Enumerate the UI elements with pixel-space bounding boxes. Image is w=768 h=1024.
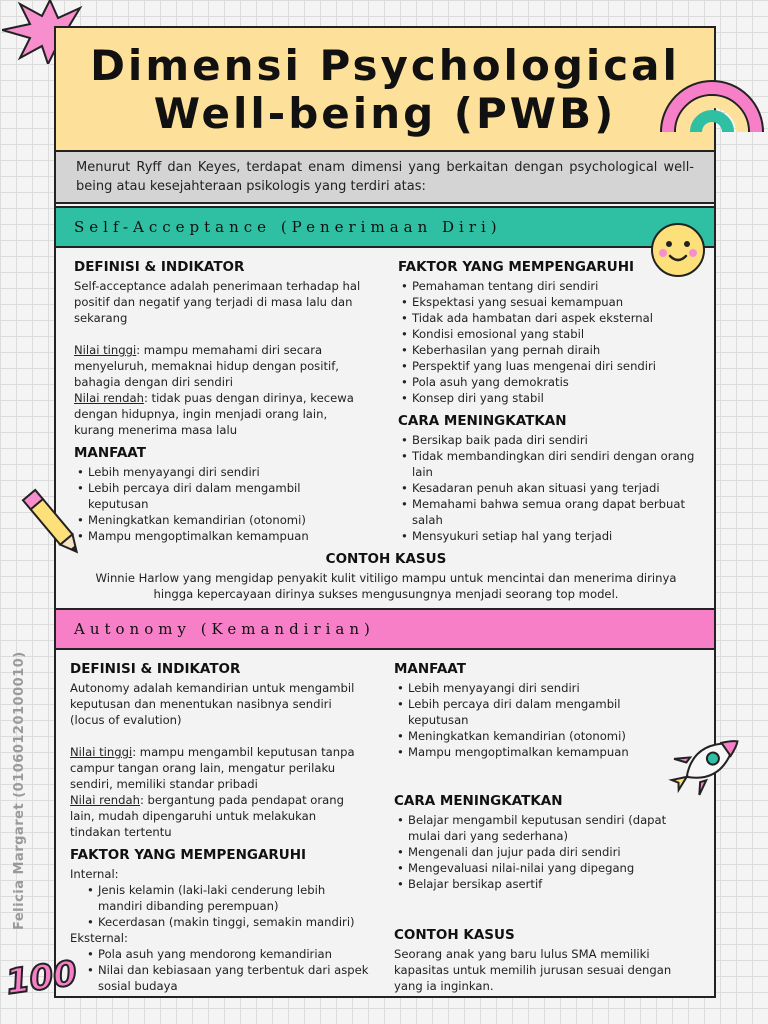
sa-tinggi-label: Nilai tinggi (74, 343, 137, 357)
au-cara-heading: CARA MENINGKATKAN (394, 793, 563, 809)
intro-text: Menurut Ryff dan Keyes, terdapat enam dimensi yang berkaitan dengan psychological well-being atau kesejahteraan psikologis yang terdiri atas: (56, 152, 714, 204)
au-definisi-heading: DEFINISI & INDIKATOR (70, 661, 241, 677)
list-item: • Konsep diri yang stabil (398, 390, 698, 406)
list-item: • Lebih menyayangi diri sendiri (74, 464, 364, 480)
au-nilai-tinggi (70, 744, 366, 792)
au-nilai-rendah (70, 792, 366, 840)
au-contoh-heading: CONTOH KASUS (394, 927, 515, 943)
au-manfaat-section (394, 660, 664, 760)
pencil-icon (16, 482, 90, 562)
hundred-sticker (3, 953, 80, 1008)
sa-nilai-tinggi (74, 342, 364, 390)
self-acceptance-banner: Self-Acceptance (Penerimaan Diri) (56, 206, 714, 248)
list-item: • Mampu mengoptimalkan kemampuan (74, 528, 364, 544)
sa-faktor-list (398, 278, 698, 406)
sa-nilai-rendah (74, 390, 364, 438)
hundred-text: 100 (3, 953, 80, 1003)
list-item: • Mampu mengoptimalkan kemampuan (394, 744, 664, 760)
au-definisi-text: Autonomy adalah kemandirian untuk mengambil keputusan dan menentukan nasibnya sendiri (locus of evalution) (70, 681, 355, 727)
list-item: • Keberhasilan yang pernah diraih (398, 342, 698, 358)
au-eksternal-list (70, 946, 370, 994)
list-item: • Pola asuh yang mendorong kemandirian (84, 946, 370, 962)
list-item: • Jenis kelamin (laki-laki cenderung lebih mandiri dibanding perempuan) (84, 882, 370, 914)
sa-manfaat-heading: MANFAAT (74, 445, 146, 461)
author-credit: Felicia Margaret (01060120100010) (12, 651, 27, 930)
list-item: • Meningkatkan kemandirian (otonomi) (394, 728, 664, 744)
au-definisi-section (70, 660, 366, 840)
sa-rendah-text: : tidak puas dengan dirinya, kecewa dengan hidupnya, ingin menjadi orang lain, kurang menerima masa lalu (74, 391, 354, 437)
sa-definisi-heading: DEFINISI & INDIKATOR (74, 259, 245, 275)
au-rendah-label: Nilai rendah (70, 793, 140, 807)
list-item: • Nilai dan kebiasaan yang terbentuk dari aspek sosial budaya (84, 962, 370, 994)
smiley-icon (650, 222, 706, 278)
au-manfaat-list (394, 680, 664, 760)
sa-cara-heading: CARA MENINGKATKAN (398, 413, 567, 429)
list-item: • Meningkatkan kemandirian (otonomi) (74, 512, 364, 528)
au-cara-section (394, 792, 684, 892)
list-item: • Mengenali dan jujur pada diri sendiri (394, 844, 684, 860)
sa-contoh-text: Winnie Harlow yang mengidap penyakit kulit vitiligo mampu untuk mencintai dan menerima dirinya hingga kepercayaan dirinya sukses mengusungnya menjadi seorang top model. (95, 571, 677, 601)
list-item: • Lebih percaya diri dalam mengambil keputusan (74, 480, 364, 512)
list-item: • Lebih percaya diri dalam mengambil keputusan (394, 696, 664, 728)
au-rendah-text: : bergantung pada pendapat orang lain, mudah dipengaruhi untuk melakukan tindakan tertentu (70, 793, 344, 839)
sa-manfaat-list (74, 464, 364, 544)
sa-rendah-label: Nilai rendah (74, 391, 144, 405)
rainbow-sticker (660, 70, 764, 136)
list-item: • Pemahaman tentang diri sendiri (398, 278, 698, 294)
sa-definisi-section (74, 258, 364, 438)
au-eksternal-label: Eksternal: (70, 931, 128, 945)
list-item: • Tidak ada hambatan dari aspek eksternal (398, 310, 698, 326)
au-tinggi-label: Nilai tinggi (70, 745, 133, 759)
au-internal-list (70, 882, 370, 930)
sa-contoh-heading: CONTOH KASUS (325, 551, 447, 567)
sa-tinggi-text: : mampu memahami diri secara menyeluruh, memaknai hidup dengan positif, bahagia dengan diri sendiri (74, 343, 339, 389)
au-cara-list (394, 812, 684, 892)
list-item: • Kondisi emosional yang stabil (398, 326, 698, 342)
list-item: • Belajar mengambil keputusan sendiri (dapat mulai dari yang sederhana) (394, 812, 684, 844)
list-item: • Lebih menyayangi diri sendiri (394, 680, 664, 696)
list-item: • Belajar bersikap asertif (394, 876, 684, 892)
sa-definisi-text: Self-acceptance adalah penerimaan terhadap hal positif dan negatif yang terjadi di masa lalu dan sekarang (74, 279, 361, 325)
rocket-icon (664, 726, 752, 798)
sa-cara-section (398, 412, 698, 544)
list-item: • Perspektif yang luas mengenai diri sendiri (398, 358, 698, 374)
list-item: • Ekspektasi yang sesuai kemampuan (398, 294, 698, 310)
list-item: • Kesadaran penuh akan situasi yang terjadi (398, 480, 698, 496)
list-item: • Kecerdasan (makin tinggi, semakin mandiri) (84, 914, 370, 930)
au-faktor-section (70, 846, 370, 994)
title-line-1: Dimensi Psychological (90, 41, 680, 90)
au-tinggi-text: : mampu mengambil keputusan tanpa campur tangan orang lain, mengatur perilaku sendiri, memiliki standar pribadi (70, 745, 355, 791)
infographic-card (54, 26, 716, 998)
au-internal-label: Internal: (70, 867, 119, 881)
au-faktor-heading: FAKTOR YANG MEMPENGARUHI (70, 847, 307, 863)
list-item: • Tidak membandingkan diri sendiri dengan orang lain (398, 448, 698, 480)
title-line-2: Well-being (PWB) (153, 89, 617, 138)
list-item: • Mensyukuri setiap hal yang terjadi (398, 528, 698, 544)
sa-contoh-section (74, 550, 698, 602)
autonomy-banner: Autonomy (Kemandirian) (56, 608, 714, 650)
list-item: • Memahami bahwa semua orang dapat berbuat salah (398, 496, 698, 528)
au-contoh-section (394, 926, 694, 994)
list-item: • Mengevaluasi nilai-nilai yang dipegang (394, 860, 684, 876)
title-section (56, 28, 714, 152)
sa-faktor-heading: FAKTOR YANG MEMPENGARUHI (398, 259, 635, 275)
page-title (56, 42, 714, 138)
sa-faktor-section (398, 258, 698, 406)
sa-manfaat-section (74, 444, 364, 544)
au-contoh-text: Seorang anak yang baru lulus SMA memiliki kapasitas untuk memilih jurusan sesuai dengan yang ia inginkan. (394, 947, 672, 993)
list-item: • Pola asuh yang demokratis (398, 374, 698, 390)
sa-cara-list (398, 432, 698, 544)
au-manfaat-heading: MANFAAT (394, 661, 466, 677)
list-item: • Bersikap baik pada diri sendiri (398, 432, 698, 448)
